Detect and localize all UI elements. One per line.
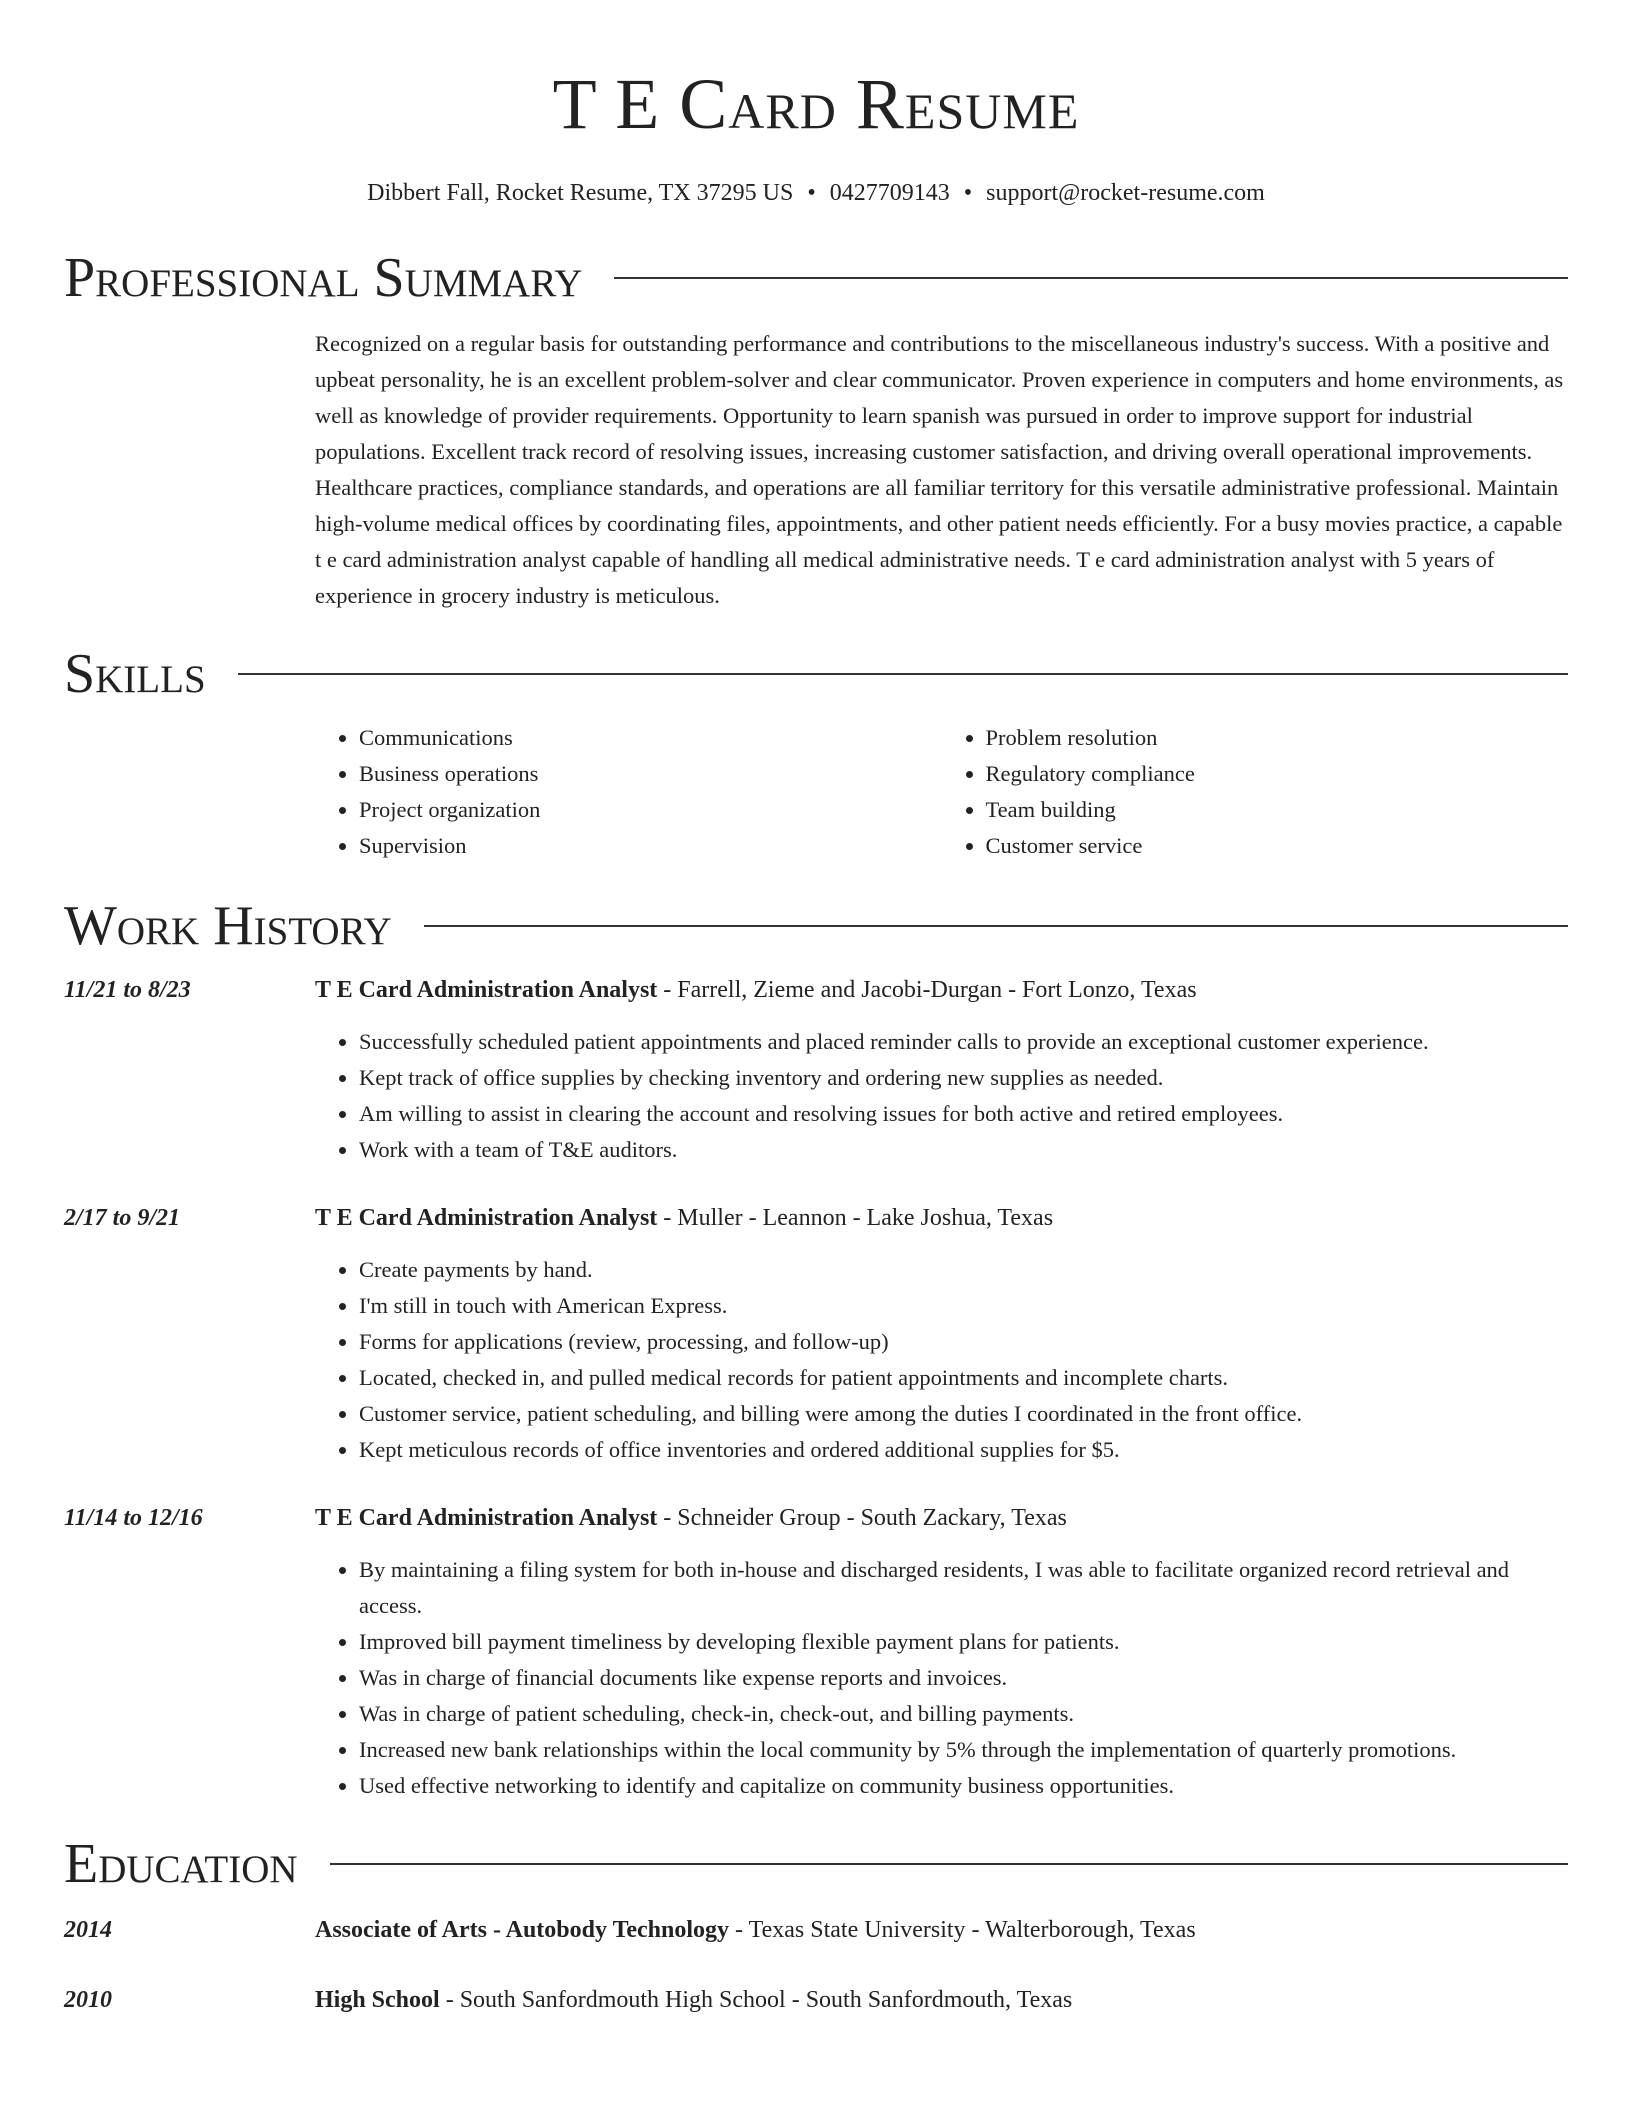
skills-column-left: [315, 720, 942, 864]
job-bullet: • Was in charge of financial documents like expense reports and invoices.: [359, 1660, 1568, 1696]
section-divider: [238, 673, 1568, 675]
education-year: 2010: [64, 1987, 112, 2013]
job-title: T E Card Administration Analyst: [315, 1505, 658, 1531]
skills-heading: Skills: [64, 643, 206, 705]
job-bullet: • Work with a team of T&E auditors.: [359, 1132, 1568, 1168]
job-dates: 11/21 to 8/23: [64, 977, 191, 1003]
job-entry: [64, 1500, 1568, 1804]
education-year: 2014: [64, 1917, 112, 1943]
education-school: - South Sanfordmouth High School - South Sanfordmouth, Texas: [439, 1987, 1073, 2013]
job-employer: - Schneider Group - South Zackary, Texas: [657, 1505, 1067, 1531]
education-entry: [64, 1982, 1568, 2018]
section-divider: [330, 1863, 1568, 1865]
work-section-header: [64, 894, 1568, 958]
job-bullet: • Forms for applications (review, processing, and follow-up): [359, 1324, 1568, 1360]
skills-section-header: [64, 642, 1568, 706]
job-bullet: • Create payments by hand.: [359, 1252, 1568, 1288]
job-bullet: • Increased new bank relationships within the local community by 5% through the implementation of quarterly promotions.: [359, 1732, 1568, 1768]
job-bullets: [315, 1552, 1568, 1804]
job-bullet: • Improved bill payment timeliness by developing flexible payment plans for patients.: [359, 1624, 1568, 1660]
section-divider: [614, 277, 1568, 279]
education-heading: Education: [64, 1833, 298, 1895]
email: support@rocket-resume.com: [986, 180, 1265, 206]
job-bullet: • Kept meticulous records of office inventories and ordered additional supplies for $5.: [359, 1432, 1568, 1468]
education-school: - Texas State University - Walterborough, Texas: [729, 1917, 1196, 1943]
skill-item: • Problem resolution: [986, 720, 1569, 756]
job-employer: - Muller - Leannon - Lake Joshua, Texas: [657, 1205, 1054, 1231]
resume-name: T E Card Resume: [552, 64, 1080, 144]
education-section-header: [64, 1832, 1568, 1896]
job-dates: 11/14 to 12/16: [64, 1505, 203, 1531]
summary-section-header: [64, 246, 1568, 310]
job-bullet: • Successfully scheduled patient appointments and placed reminder calls to provide an exceptional customer experience.: [359, 1024, 1568, 1060]
job-bullet: • Am willing to assist in clearing the account and resolving issues for both active and retired employees.: [359, 1096, 1568, 1132]
education-degree: High School: [315, 1987, 440, 2013]
job-title: T E Card Administration Analyst: [315, 1205, 658, 1231]
job-bullet: • Was in charge of patient scheduling, check-in, check-out, and billing payments.: [359, 1696, 1568, 1732]
education-degree: Associate of Arts - Autobody Technology: [315, 1917, 730, 1943]
job-title-line: [315, 972, 1197, 1008]
work-heading: Work History: [64, 895, 392, 957]
job-entry: [64, 972, 1568, 1168]
summary-body: [315, 326, 1568, 614]
contact-line: [64, 178, 1568, 208]
skills-list: [315, 720, 1568, 864]
section-divider: [424, 925, 1568, 927]
job-bullet: • By maintaining a filing system for both in-house and discharged residents, I was able to facilitate organized record retrieval and access.: [359, 1552, 1568, 1624]
job-bullet: • Customer service, patient scheduling, and billing were among the duties I coordinated in the front office.: [359, 1396, 1568, 1432]
separator-dot: •: [807, 180, 816, 206]
job-bullet: • I'm still in touch with American Express.: [359, 1288, 1568, 1324]
job-bullet: • Located, checked in, and pulled medical records for patient appointments and incomplete charts.: [359, 1360, 1568, 1396]
job-bullets: [315, 1252, 1568, 1468]
phone: 0427709143: [829, 180, 950, 206]
skill-item: • Project organization: [359, 792, 942, 828]
job-title: T E Card Administration Analyst: [315, 977, 658, 1003]
job-title-line: [315, 1200, 1053, 1236]
job-entry: [64, 1200, 1568, 1468]
skills-column-right: [942, 720, 1569, 864]
job-employer: - Farrell, Zieme and Jacobi-Durgan - Fort Lonzo, Texas: [657, 977, 1197, 1003]
job-bullets: [315, 1024, 1568, 1168]
education-line: [315, 1912, 1196, 1948]
separator-dot: •: [963, 180, 973, 206]
education-entry: [64, 1912, 1568, 1948]
summary-text: Recognized on a regular basis for outstanding performance and contributions to the miscellaneous industry's success. With a positive and upbeat personality, he is an excellent problem-solver and clear communicator. Proven experience in computers and home environments, as well as knowledge of provider requirements. Opportunity to learn spanish was pursued in order to improve support for industrial populations. Excellent track record of resolving issues, increasing customer satisfaction, and driving overall operational improvements. Healthcare practices, compliance standards, and operations are all familiar territory for this versatile administrative professional. Maintain high-volume medical offices by coordinating files, appointments, and other patient needs efficiently. For a busy movies practice, a capable t e card administration analyst capable of handling all medical administrative needs. T e card administration analyst with 5 years of experience in grocery industry is meticulous.: [315, 331, 1564, 608]
skill-item: • Customer service: [986, 828, 1569, 864]
job-bullet: • Kept track of office supplies by checking inventory and ordering new supplies as needed.: [359, 1060, 1568, 1096]
skill-item: • Business operations: [359, 756, 942, 792]
resume-page: [64, 0, 1568, 2018]
skill-item: • Regulatory compliance: [986, 756, 1569, 792]
address: Dibbert Fall, Rocket Resume, TX 37295 US: [367, 180, 794, 206]
skill-item: • Team building: [986, 792, 1569, 828]
job-bullet: • Used effective networking to identify and capitalize on community business opportunities.: [359, 1768, 1568, 1804]
skill-item: • Communications: [359, 720, 942, 756]
job-title-line: [315, 1500, 1067, 1536]
summary-heading: Professional Summary: [64, 247, 583, 309]
skill-item: • Supervision: [359, 828, 942, 864]
job-dates: 2/17 to 9/21: [64, 1205, 181, 1231]
education-line: [315, 1982, 1072, 2018]
